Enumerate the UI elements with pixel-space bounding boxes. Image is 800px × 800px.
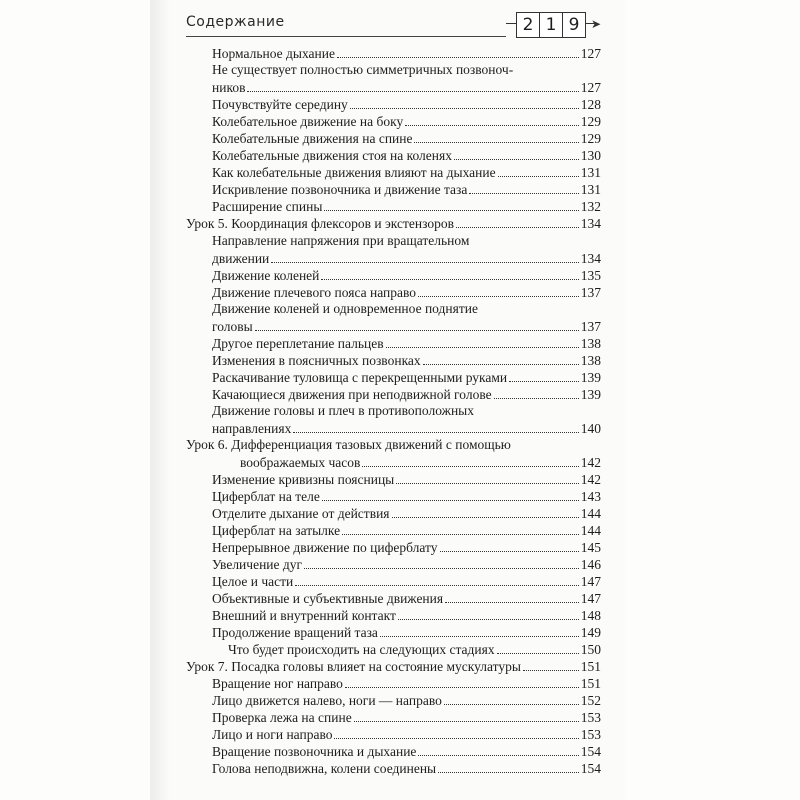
toc-row xyxy=(212,250,601,267)
toc-entry-title: Колебательное движение на боку xyxy=(212,114,404,129)
toc-entry-page: 146 xyxy=(580,557,601,572)
toc-row xyxy=(212,318,601,335)
toc-entry-title: Качающиеся движения при неподвижной голове xyxy=(212,387,492,402)
toc-row xyxy=(212,369,601,386)
toc-row xyxy=(212,113,601,130)
toc-row xyxy=(212,96,601,113)
toc-entry-page: 147 xyxy=(580,591,601,606)
toc-entry-page: 131 xyxy=(580,182,601,197)
dot-leader xyxy=(271,262,578,263)
toc-entry-page: 138 xyxy=(580,353,601,368)
toc-entry-page: 127 xyxy=(580,46,601,61)
page-gutter-shadow xyxy=(150,0,170,800)
toc-entry-page: 152 xyxy=(580,693,601,708)
toc-entry-title: Как колебательные движения влияют на дыхание xyxy=(212,165,496,180)
dot-leader xyxy=(509,381,579,382)
toc-entry-title: Лицо и ноги направо xyxy=(212,727,333,742)
dot-leader xyxy=(440,551,579,552)
toc-entry-page: 153 xyxy=(580,727,601,742)
toc-entry-title: Что будет происходить на следующих стадиях xyxy=(228,642,495,657)
dot-leader xyxy=(497,653,579,654)
dot-leader xyxy=(255,330,579,331)
toc-row xyxy=(212,488,601,505)
toc-entry-page: 135 xyxy=(580,268,601,283)
toc-entry-title: Увеличение дуг xyxy=(212,557,303,572)
section-title: Содержание xyxy=(186,14,285,30)
toc-row xyxy=(212,301,478,318)
toc-row xyxy=(212,198,601,215)
dot-leader xyxy=(342,534,579,535)
toc-row xyxy=(186,658,601,675)
toc-entry-title: Изменения в поясничных позвонках xyxy=(212,353,421,368)
toc-row xyxy=(212,164,601,181)
toc-entry-page: 150 xyxy=(580,642,601,657)
toc-entry-page: 130 xyxy=(580,148,601,163)
toc-entry-page: 139 xyxy=(580,387,601,402)
toc-row xyxy=(212,573,601,590)
toc-row xyxy=(212,522,601,539)
dot-leader xyxy=(494,398,579,399)
toc-entry-page: 142 xyxy=(580,472,601,487)
toc-row xyxy=(212,471,601,488)
toc-row xyxy=(186,215,601,232)
toc-entry-title: Голова неподвижна, колени соединены xyxy=(212,761,437,776)
toc-entry-title: Движение плечевого пояса направо xyxy=(212,285,417,300)
dot-leader xyxy=(350,108,579,109)
toc-entry-title: Искривление позвоночника и движение таза xyxy=(212,182,468,197)
page-number-digit-3: 9 xyxy=(562,12,586,38)
toc-row xyxy=(212,79,601,96)
toc-entry-title: Другое переплетание пальцев xyxy=(212,336,384,351)
dot-leader xyxy=(398,619,579,620)
dot-leader xyxy=(418,296,579,297)
toc-row xyxy=(240,454,601,471)
toc-entry-page: 137 xyxy=(580,285,601,300)
toc-entry-title: Движение коленей xyxy=(212,268,320,283)
toc-entry-page: 137 xyxy=(580,319,601,334)
dot-leader xyxy=(454,159,579,160)
toc-entry-title: Движение коленей и одновременное поднятие xyxy=(212,301,478,316)
toc-entry-title: Направление напряжения при вращательном xyxy=(212,233,470,248)
toc-entry-page: 138 xyxy=(580,336,601,351)
toc-row xyxy=(212,760,601,777)
toc-entry-title: воображаемых часов xyxy=(240,455,361,470)
toc-row xyxy=(212,233,469,250)
toc-entry-page: 148 xyxy=(580,608,601,623)
toc-entry-title: Нормальное дыхание xyxy=(212,46,335,61)
toc-row xyxy=(212,624,601,641)
toc-row xyxy=(212,181,601,198)
toc-row xyxy=(212,709,601,726)
toc-row xyxy=(212,539,601,556)
dot-leader xyxy=(445,602,579,603)
toc-row xyxy=(212,607,601,624)
dot-leader xyxy=(362,466,578,467)
toc-row xyxy=(212,726,601,743)
toc-entry-page: 128 xyxy=(580,97,601,112)
toc-entry-title: Не существует полностью симметричных позвоноч- xyxy=(212,62,514,77)
toc-entry-title: движении xyxy=(212,251,270,266)
toc-entry-title: головы xyxy=(212,319,253,334)
toc-entry-title: ников xyxy=(212,80,246,95)
toc-entry-title: Непрерывное движение по циферблату xyxy=(212,540,438,555)
toc-entry-page: 153 xyxy=(580,710,601,725)
toc-entry-title: Колебательные движения стоя на коленях xyxy=(212,148,452,163)
page-number-digit-2: 1 xyxy=(539,12,563,38)
toc-entry-title: Движение головы и плеч в противоположных xyxy=(212,403,474,418)
toc-entry-page: 147 xyxy=(580,574,601,589)
toc-entry-page: 134 xyxy=(580,216,601,231)
dot-leader xyxy=(354,721,579,722)
dot-leader xyxy=(423,364,579,365)
dot-leader xyxy=(414,142,578,143)
toc-entry-page: 129 xyxy=(580,114,601,129)
toc-row xyxy=(212,130,601,147)
toc-row xyxy=(212,62,513,79)
toc-entry-page: 149 xyxy=(580,625,601,640)
toc-entry-page: 127 xyxy=(580,80,601,95)
toc-row xyxy=(212,147,601,164)
toc-entry-title: Урок 6. Дифференциация тазовых движений с помощью xyxy=(186,437,511,452)
toc-entry-title: Объективные и субъективные движения xyxy=(212,591,444,606)
toc-entry-title: Внешний и внутренний контакт xyxy=(212,608,396,623)
dot-leader xyxy=(337,57,579,58)
toc-entry-title: Урок 7. Посадка головы влияет на состояние мускулатуры xyxy=(186,659,521,674)
toc-row xyxy=(212,675,601,692)
toc-row xyxy=(212,267,601,284)
toc-row xyxy=(212,590,601,607)
toc-row xyxy=(212,743,601,760)
toc-entry-title: Урок 5. Координация флексоров и экстензоров xyxy=(186,216,455,231)
toc-entry-title: Целое и части xyxy=(212,574,294,589)
dot-leader xyxy=(438,772,579,773)
toc-entry-title: направлениях xyxy=(212,421,292,436)
toc-row xyxy=(228,641,601,658)
toc-entry-title: Циферблат на теле xyxy=(212,489,320,504)
toc-entry-page: 140 xyxy=(580,421,601,436)
arrow-right-icon: ➤ xyxy=(591,17,602,31)
toc-entry-page: 142 xyxy=(580,455,601,470)
toc-entry-page: 144 xyxy=(580,506,601,521)
toc-entry-title: Расширение спины xyxy=(212,199,323,214)
toc-row xyxy=(212,556,601,573)
toc-entry-page: 129 xyxy=(580,131,601,146)
header-arrow-line-left xyxy=(506,23,516,24)
dot-leader xyxy=(247,91,578,92)
toc-entry-page: 145 xyxy=(580,540,601,555)
toc-entry-title: Проверка лежа на спине xyxy=(212,710,352,725)
toc-entry-page: 151 xyxy=(580,676,601,691)
toc-row xyxy=(212,403,474,420)
toc-entry-page: 132 xyxy=(580,199,601,214)
header-rule xyxy=(186,36,506,37)
toc-entry-title: Вращение ног направо xyxy=(212,676,343,691)
dot-leader xyxy=(380,636,579,637)
dot-leader xyxy=(293,432,578,433)
toc-entry-title: Вращение позвоночника и дыхание xyxy=(212,744,417,759)
toc-row xyxy=(212,284,601,301)
dot-leader xyxy=(469,193,578,194)
toc-row xyxy=(186,437,511,454)
dot-leader xyxy=(321,279,578,280)
toc-entry-title: Продолжение вращений таза xyxy=(212,625,378,640)
toc-entry-page: 144 xyxy=(580,523,601,538)
dot-leader xyxy=(304,568,579,569)
dot-leader xyxy=(386,347,579,348)
dot-leader xyxy=(345,687,579,688)
toc-row xyxy=(212,505,601,522)
page-number-digit-1: 2 xyxy=(516,12,540,38)
dot-leader xyxy=(418,755,578,756)
toc-entry-page: 151 xyxy=(580,659,601,674)
dot-leader xyxy=(392,517,579,518)
dot-leader xyxy=(523,670,579,671)
dot-leader xyxy=(334,738,578,739)
toc-row xyxy=(212,420,601,437)
dot-leader xyxy=(444,704,579,705)
toc-entry-title: Изменение кривизны поясницы xyxy=(212,472,395,487)
dot-leader xyxy=(295,585,578,586)
toc-entry-page: 139 xyxy=(580,370,601,385)
dot-leader xyxy=(456,227,579,228)
dot-leader xyxy=(498,176,579,177)
toc-row xyxy=(212,386,601,403)
toc-row xyxy=(212,45,601,62)
toc-entry-title: Лицо движется налево, ноги — направо xyxy=(212,693,442,708)
toc-entry-page: 154 xyxy=(580,761,601,776)
dot-leader xyxy=(405,125,579,126)
toc-entry-title: Циферблат на затылке xyxy=(212,523,341,538)
dot-leader xyxy=(324,210,578,211)
toc-entry-page: 154 xyxy=(580,744,601,759)
toc-entry-title: Почувствуйте середину xyxy=(212,97,348,112)
toc-entry-page: 131 xyxy=(580,165,601,180)
toc-row xyxy=(212,692,601,709)
dot-leader xyxy=(396,483,578,484)
toc-entry-page: 134 xyxy=(580,251,601,266)
toc-entry-title: Отделите дыхание от действия xyxy=(212,506,390,521)
toc-row xyxy=(212,335,601,352)
toc-entry-title: Раскачивание туловища с перекрещенными руками xyxy=(212,370,508,385)
toc-entry-title: Колебательные движения на спине xyxy=(212,131,413,146)
toc-row xyxy=(212,352,601,369)
dot-leader xyxy=(322,500,579,501)
toc-entry-page: 143 xyxy=(580,489,601,504)
